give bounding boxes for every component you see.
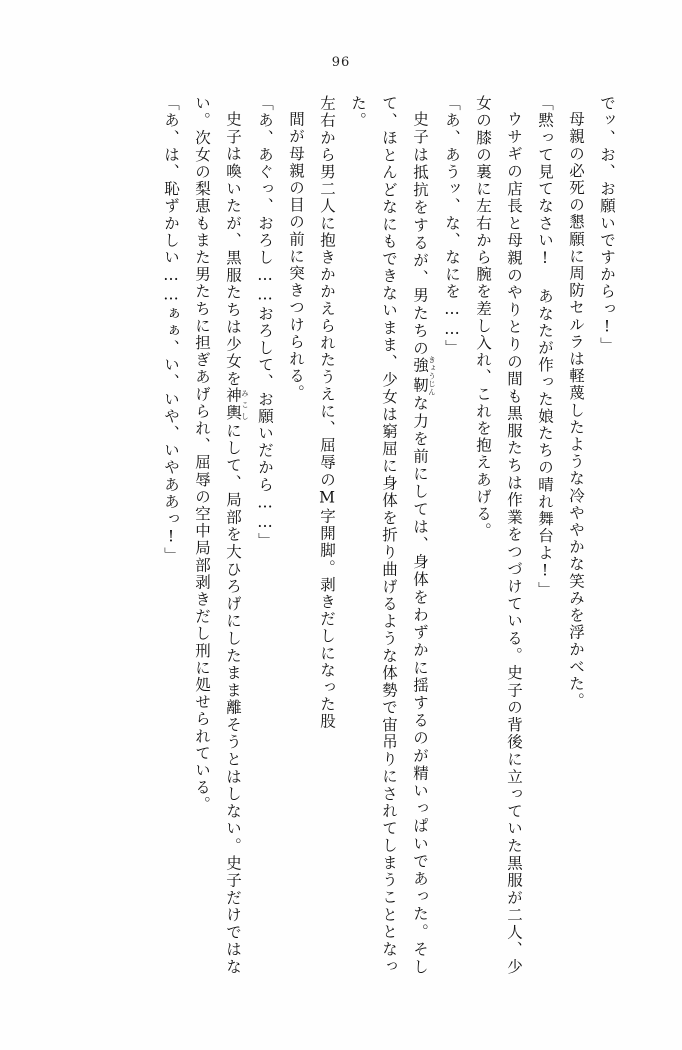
page-number: 96 bbox=[331, 55, 351, 70]
paragraph: 「あ、あぐっ、おろし……おろして、お願いだから……」 bbox=[256, 95, 274, 550]
paragraph: でッ、お、お願いですからっ!」 bbox=[598, 95, 616, 354]
paragraph: 左右から男二人に抱きかかえられたうえに、屈辱のM字開脚。剥きだしになった股 bbox=[318, 95, 336, 731]
page-body-text bbox=[60, 95, 622, 975]
paragraph: 「あ、あうッ、な、なにを……」 bbox=[443, 95, 461, 357]
ruby-annotation: 神輿みこし bbox=[224, 387, 250, 422]
paragraph: 史子は抵抗をするが、男たちの強靭きょうじんな力を前にしては、身体をわずかに揺するのが精いっぱいであった。そして、ほとんどなにもできないまま、少女は窮屈に身体を折り曲げるような体勢で宙吊りにされてしまうこととなった。 bbox=[349, 95, 437, 975]
paragraph: 「黙って見てなさい! あなたが作った娘たちの晴れ舞台よ!」 bbox=[536, 95, 554, 599]
paragraph: ウサギの店長と母親のやりとりの間も黒服たちは作業をつづけている。史子の背後に立っていた黒服が二人、少女の膝の裏に左右から腕を差し入れ、これを抱えあげる。 bbox=[474, 95, 523, 975]
ruby-annotation: 強靭きょうじん bbox=[411, 355, 437, 396]
paragraph: 母親の必死の懇願に周防セルラは軽蔑したような冷ややかな笑みを浮かべた。 bbox=[567, 110, 585, 709]
paragraph: 「あ、は、恥ずかしい……ぁぁ、い、いや、いやああっ!」 bbox=[162, 95, 180, 565]
paragraph: 史子は喚いたが、黒服たちは少女を神輿みこしにして、局部を大ひろげにしたまま離そうとはしない。史子だけではない。次女の梨恵もまた男たちに担ぎあげられ、屈辱の空中局部剥きだし刑に処せられている。 bbox=[193, 95, 250, 975]
paragraph: 間が母親の目の前に突きつけられる。 bbox=[287, 110, 305, 402]
